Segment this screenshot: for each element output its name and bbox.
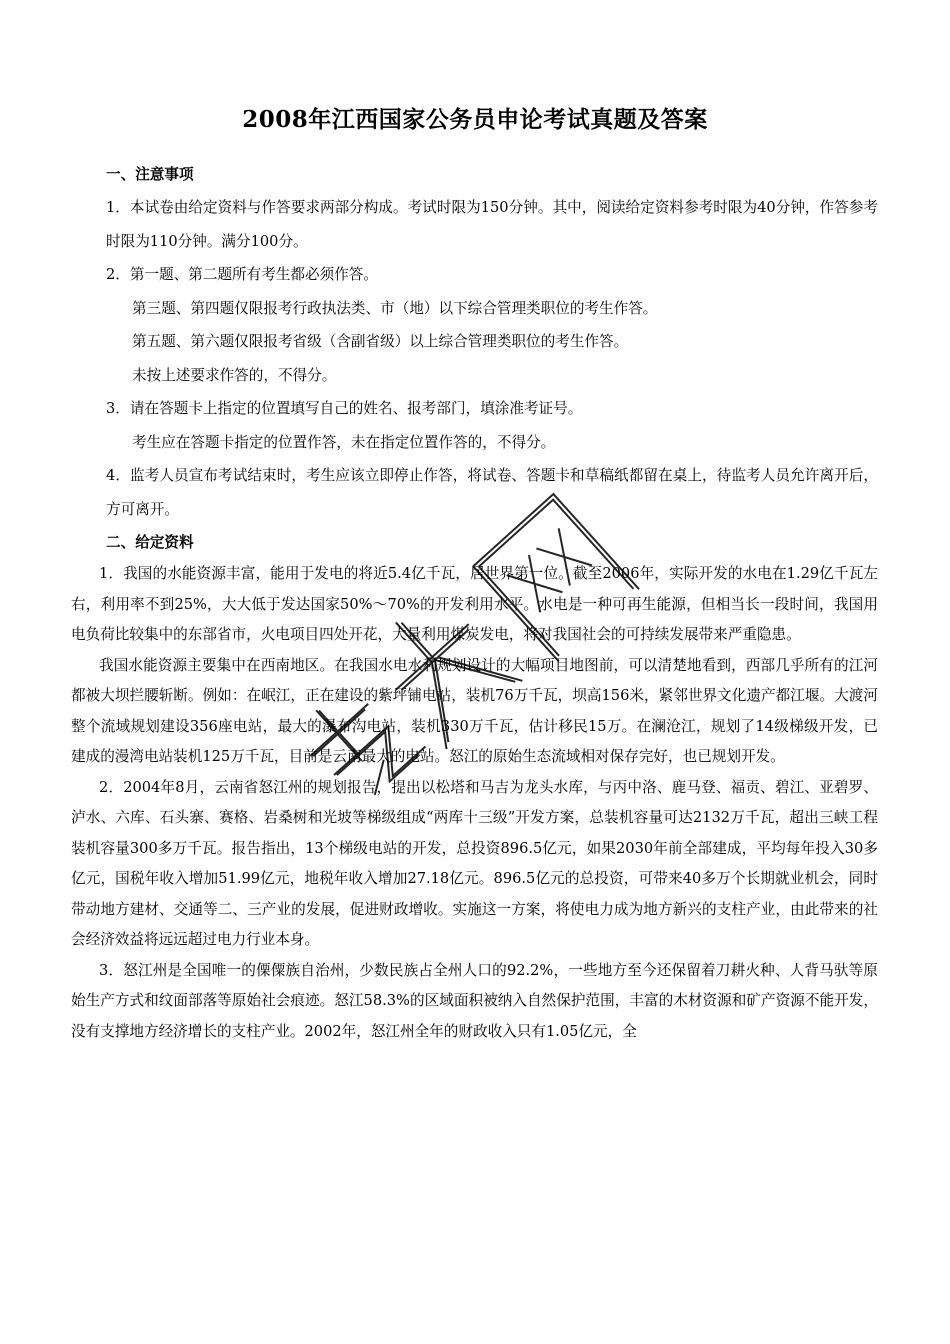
- note-item-2a: 第三题、第四题仅限报考行政执法类、市（地）以下综合管理类职位的考生作答。: [132, 299, 658, 317]
- section-heading-notes: 一、注意事项: [106, 166, 194, 183]
- material-paragraph: 3．怒江州是全国唯一的傈僳族自治州，少数民族占全州人口的92.2%，一些地方至今还保留着刀耕火种、人背马驮等原始生产方式和纹面部落等原始社会痕迹。怒江58.3%的区域面积被纳入自然保护范围，丰富的木材资源和矿产资源不能开发，没有支撑地方经济增长的支柱产业。2002年，怒江州全年的财政收入只有1.05亿元，全: [71, 961, 878, 1040]
- note-item-3a: 考生应在答题卡指定的位置作答，未在指定位置作答的，不得分。: [132, 433, 556, 451]
- section-heading-materials: 二、给定资料: [106, 534, 194, 551]
- material-paragraph: 1．我国的水能资源丰富，能用于发电的将近5.4亿千瓦，居世界第一位。截至2006年，实际开发的水电在1.29亿千瓦左右，利用率不到25%，大大低于发达国家50%～70%的开发利用水平。水电是一种可再生能源，但相当长一段时间，我国用电负荷比较集中的东部省市，火电项目四处开花，大量利用煤炭发电，将对我国社会的可持续发展带来严重隐患。: [71, 565, 878, 643]
- note-item-2c: 未按上述要求作答的，不得分。: [132, 366, 337, 384]
- note-text: 1．本试卷由给定资料与作答要求两部分构成。考试时限为150分钟。其中，阅读给定资料参考时限为40分钟，作答参考时限为110分钟。满分100分。: [106, 199, 878, 250]
- document-title: 2008年江西国家公务员申论考试真题及答案: [242, 106, 708, 133]
- material-paragraph: 我国水能资源主要集中在西南地区。在我国水电水利规划设计的大幅项目地图前，可以清楚地看到，西部几乎所有的江河都被大坝拦腰斩断。例如：在岷江，正在建设的紫坪铺电站，装机76万千瓦，坝高156米，紧邻世界文化遗产都江堰。大渡河整个流域规划建设356座电站，最大的瀑布沟电站，装机330万千瓦，估计移民15万。在澜沧江，规划了14级梯级开发，已建成的漫湾电站装机125万千瓦，目前是云南最大的电站。怒江的原始生态流域相对保存完好，也已规划开发。: [71, 656, 878, 765]
- note-item-2b: 第五题、第六题仅限报考省级（含副省级）以上综合管理类职位的考生作答。: [132, 333, 629, 350]
- note-item-1: [106, 191, 878, 258]
- material-paragraph: 2．2004年8月，云南省怒江州的规划报告，提出以松塔和马吉为龙头水库，与丙中洛、鹿马登、福贡、碧江、亚碧罗、泸水、六库、石头寨、赛格、岩桑树和光坡等梯级组成“两库十三级”开发方案，总装机容量可达2132万千瓦，超出三峡工程装机容量300多万千瓦。报告指出，13个梯级电站的开发，总投资896.5亿元，如果2030年前全部建成，平均每年投入30多亿元，国税年收入增加51.99亿元，地税年收入增加27.18亿元。896.5亿元的总投资，可带来40多万个长期就业机会，同时带动地方建材、交通等二、三产业的发展，促进财政增收。实施这一方案，将使电力成为地方新兴的支柱产业，由此带来的社会经济效益将远远超过电力行业本身。: [71, 778, 878, 948]
- note-item-3: 3．请在答题卡上指定的位置填写自己的姓名、报考部门，填涂准考证号。: [106, 400, 583, 417]
- note-item-4: 4．监考人员宣布考试结束时，考生应该立即停止作答，将试卷、答题卡和草稿纸都留在桌上，待监考人员允许离开后，方可离开。: [106, 467, 878, 518]
- note-item-2: 2．第一题、第二题所有考生都必须作答。: [106, 266, 378, 283]
